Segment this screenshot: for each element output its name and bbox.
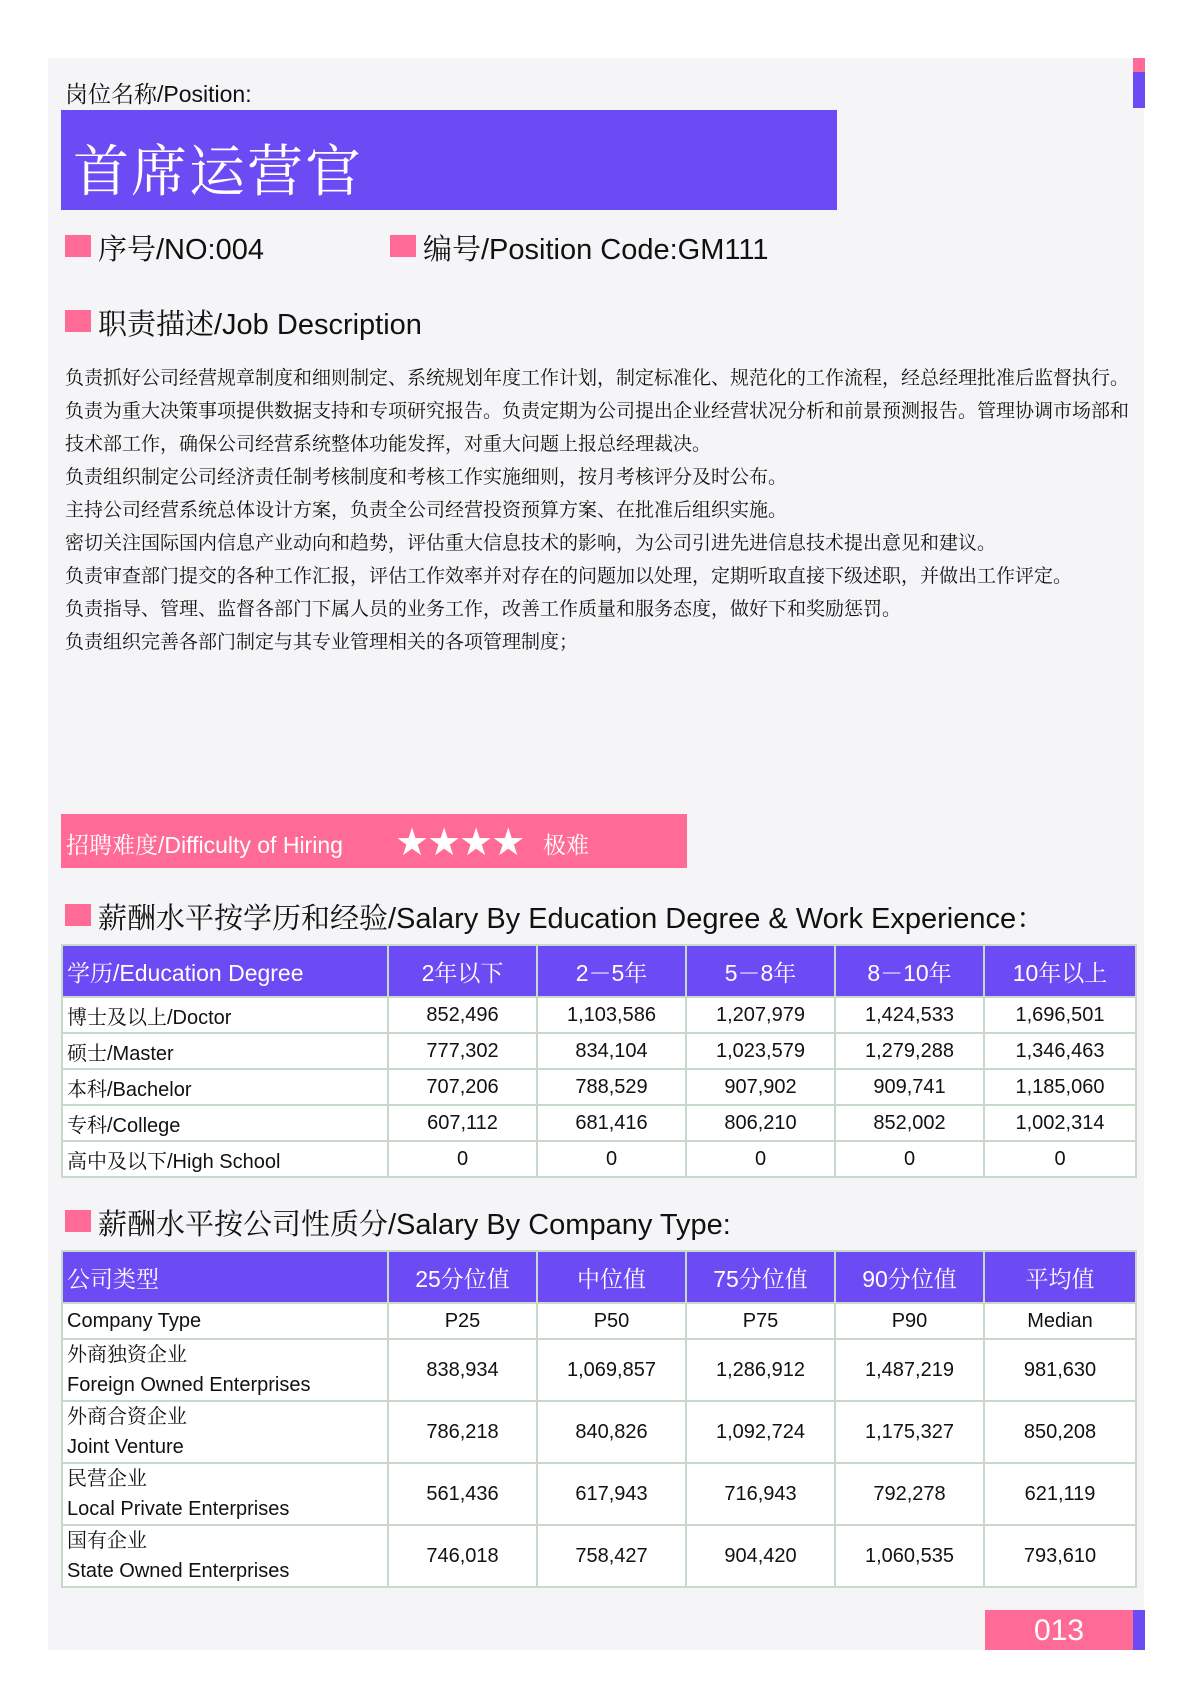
table-cell: 博士及以上/Doctor <box>62 997 388 1033</box>
table-row <box>62 1069 1136 1105</box>
table-cell: 792,278 <box>835 1463 984 1525</box>
table-cell: 高中及以下/High School <box>62 1141 388 1177</box>
company-type-cn: 国有企业 <box>67 1530 147 1552</box>
table-cell <box>62 1525 388 1587</box>
table-cell: 852,002 <box>835 1105 984 1141</box>
table-header: 2－5年 <box>537 945 686 997</box>
table-cell: 793,610 <box>984 1525 1136 1587</box>
table-cell: 1,023,579 <box>686 1033 835 1069</box>
table-cell: 707,206 <box>388 1069 537 1105</box>
table-cell: 909,741 <box>835 1069 984 1105</box>
description-line: 负责组织制定公司经济责任制考核制度和考核工作实施细则，按月考核评分及时公布。 <box>65 467 788 488</box>
table-cell: 专科/College <box>62 1105 388 1141</box>
table-header: 25分位值 <box>388 1251 537 1303</box>
table-header: 平均值 <box>984 1251 1136 1303</box>
description-line: 密切关注国际国内信息产业动向和趋势，评估重大信息技术的影响，为公司引进先进信息技术提出意见和建议。 <box>65 533 997 554</box>
table-row <box>62 1525 1136 1587</box>
table-cell: 607,112 <box>388 1105 537 1141</box>
company-salary-heading: 薪酬水平按公司性质分/Salary By Company Type: <box>98 1209 731 1241</box>
table-cell: 0 <box>686 1141 835 1177</box>
table-header: 公司类型 <box>62 1251 388 1303</box>
table-cell: 1,286,912 <box>686 1339 835 1401</box>
description-line: 负责审查部门提交的各种工作汇报，评估工作效率并对存在的问题加以处理，定期听取直接下级述职，并做出工作评定。 <box>65 566 1073 587</box>
company-type-cn: 外商独资企业 <box>67 1344 187 1366</box>
star-rating-icon: ★★★★ <box>395 822 524 864</box>
table-cell: 0 <box>388 1141 537 1177</box>
page-number-accent <box>1133 1610 1145 1650</box>
table-header: 8－10年 <box>835 945 984 997</box>
table-cell: 硕士/Master <box>62 1033 388 1069</box>
table-cell: 617,943 <box>537 1463 686 1525</box>
table-cell: 788,529 <box>537 1069 686 1105</box>
table-cell: 777,302 <box>388 1033 537 1069</box>
table-cell: 1,279,288 <box>835 1033 984 1069</box>
page-number: 013 <box>1033 1614 1085 1647</box>
table-cell: 758,427 <box>537 1525 686 1587</box>
job-description <box>65 362 1135 659</box>
hiring-difficulty-label: 招聘难度/Difficulty of Hiring <box>66 832 343 858</box>
number-label: 序号/NO:004 <box>98 234 264 266</box>
edu-salary-table <box>61 944 1137 1178</box>
table-cell: 0 <box>537 1141 686 1177</box>
table-cell: Median <box>984 1303 1136 1339</box>
description-heading: 职责描述/Job Description <box>98 309 422 341</box>
table-cell: 本科/Bachelor <box>62 1069 388 1105</box>
table-subheader-row <box>62 1303 1136 1339</box>
hiring-difficulty-level: 极难 <box>543 832 589 858</box>
table-header: 中位值 <box>537 1251 686 1303</box>
table-header-row <box>62 1251 1136 1303</box>
table-cell: 1,069,857 <box>537 1339 686 1401</box>
table-cell: 840,826 <box>537 1401 686 1463</box>
description-line: 负责抓好公司经营规章制度和细则制定、系统规划年度工作计划，制定标准化、规范化的工作流程，经总经理批准后监督执行。 <box>65 368 1130 389</box>
table-cell: 1,487,219 <box>835 1339 984 1401</box>
position-title: 首席运营官 <box>73 140 363 203</box>
corner-accent-pink <box>1133 58 1145 72</box>
table-header: 5－8年 <box>686 945 835 997</box>
table-cell <box>62 1463 388 1525</box>
title-banner <box>61 110 837 210</box>
company-salary-table <box>61 1250 1137 1588</box>
table-cell: 907,902 <box>686 1069 835 1105</box>
company-type-cn: 民营企业 <box>67 1468 147 1490</box>
bullet-square-icon <box>65 1210 91 1232</box>
corner-accent-purple <box>1133 72 1145 108</box>
table-cell: 0 <box>835 1141 984 1177</box>
description-line: 主持公司经营系统总体设计方案，负责全公司经营投资预算方案、在批准后组织实施。 <box>65 500 788 521</box>
table-cell: 838,934 <box>388 1339 537 1401</box>
table-cell: 850,208 <box>984 1401 1136 1463</box>
bullet-square-icon <box>65 310 91 332</box>
table-header-row <box>62 945 1136 997</box>
table-cell: 1,696,501 <box>984 997 1136 1033</box>
table-header: 2年以下 <box>388 945 537 997</box>
table-cell: P90 <box>835 1303 984 1339</box>
description-line: 负责指导、管理、监督各部门下属人员的业务工作，改善工作质量和服务态度，做好下和奖励惩罚。 <box>65 599 902 620</box>
table-cell: Company Type <box>62 1303 388 1339</box>
table-cell: 1,060,535 <box>835 1525 984 1587</box>
table-cell <box>62 1401 388 1463</box>
company-type-en: Foreign Owned Enterprises <box>67 1374 311 1396</box>
table-header: 学历/Education Degree <box>62 945 388 997</box>
code-label: 编号/Position Code:GM111 <box>423 234 769 266</box>
bullet-square-icon <box>390 235 416 257</box>
table-row <box>62 1033 1136 1069</box>
table-row <box>62 1105 1136 1141</box>
table-header: 90分位值 <box>835 1251 984 1303</box>
table-cell: 806,210 <box>686 1105 835 1141</box>
table-cell: P75 <box>686 1303 835 1339</box>
description-line: 负责为重大决策事项提供数据支持和专项研究报告。负责定期为公司提出企业经营状况分析和前景预测报告。管理协调市场部和技术部工作，确保公司经营系统整体功能发挥，对重大问题上报总经理裁决。 <box>65 401 1130 455</box>
table-cell: 1,103,586 <box>537 997 686 1033</box>
table-cell: 0 <box>984 1141 1136 1177</box>
table-cell: 1,002,314 <box>984 1105 1136 1141</box>
table-cell: 1,092,724 <box>686 1401 835 1463</box>
hiring-difficulty-bar <box>61 814 687 868</box>
table-row <box>62 1339 1136 1401</box>
table-cell: 852,496 <box>388 997 537 1033</box>
position-label: 岗位名称/Position: <box>65 81 252 107</box>
table-cell: 716,943 <box>686 1463 835 1525</box>
table-row <box>62 1401 1136 1463</box>
bullet-square-icon <box>65 235 91 257</box>
table-row <box>62 1141 1136 1177</box>
table-cell: 1,424,533 <box>835 997 984 1033</box>
table-header: 10年以上 <box>984 945 1136 997</box>
table-cell: 1,207,979 <box>686 997 835 1033</box>
table-cell: 681,416 <box>537 1105 686 1141</box>
table-header: 75分位值 <box>686 1251 835 1303</box>
table-cell: 786,218 <box>388 1401 537 1463</box>
table-cell: 904,420 <box>686 1525 835 1587</box>
table-row <box>62 1463 1136 1525</box>
table-cell: 621,119 <box>984 1463 1136 1525</box>
company-type-en: Joint Venture <box>67 1436 184 1458</box>
table-cell <box>62 1339 388 1401</box>
bullet-square-icon <box>65 904 91 926</box>
description-line: 负责组织完善各部门制定与其专业管理相关的各项管理制度； <box>65 632 579 653</box>
company-type-en: State Owned Enterprises <box>67 1560 290 1582</box>
table-row <box>62 997 1136 1033</box>
table-cell: 1,185,060 <box>984 1069 1136 1105</box>
table-cell: 1,175,327 <box>835 1401 984 1463</box>
table-cell: 561,436 <box>388 1463 537 1525</box>
table-cell: 1,346,463 <box>984 1033 1136 1069</box>
edu-salary-heading: 薪酬水平按学历和经验/Salary By Education Degree & Work Experience： <box>98 903 1046 935</box>
page-number-box <box>985 1610 1133 1650</box>
company-type-cn: 外商合资企业 <box>67 1406 187 1428</box>
table-cell: 981,630 <box>984 1339 1136 1401</box>
table-cell: 834,104 <box>537 1033 686 1069</box>
company-type-en: Local Private Enterprises <box>67 1498 290 1520</box>
table-cell: P50 <box>537 1303 686 1339</box>
table-cell: 746,018 <box>388 1525 537 1587</box>
table-cell: P25 <box>388 1303 537 1339</box>
